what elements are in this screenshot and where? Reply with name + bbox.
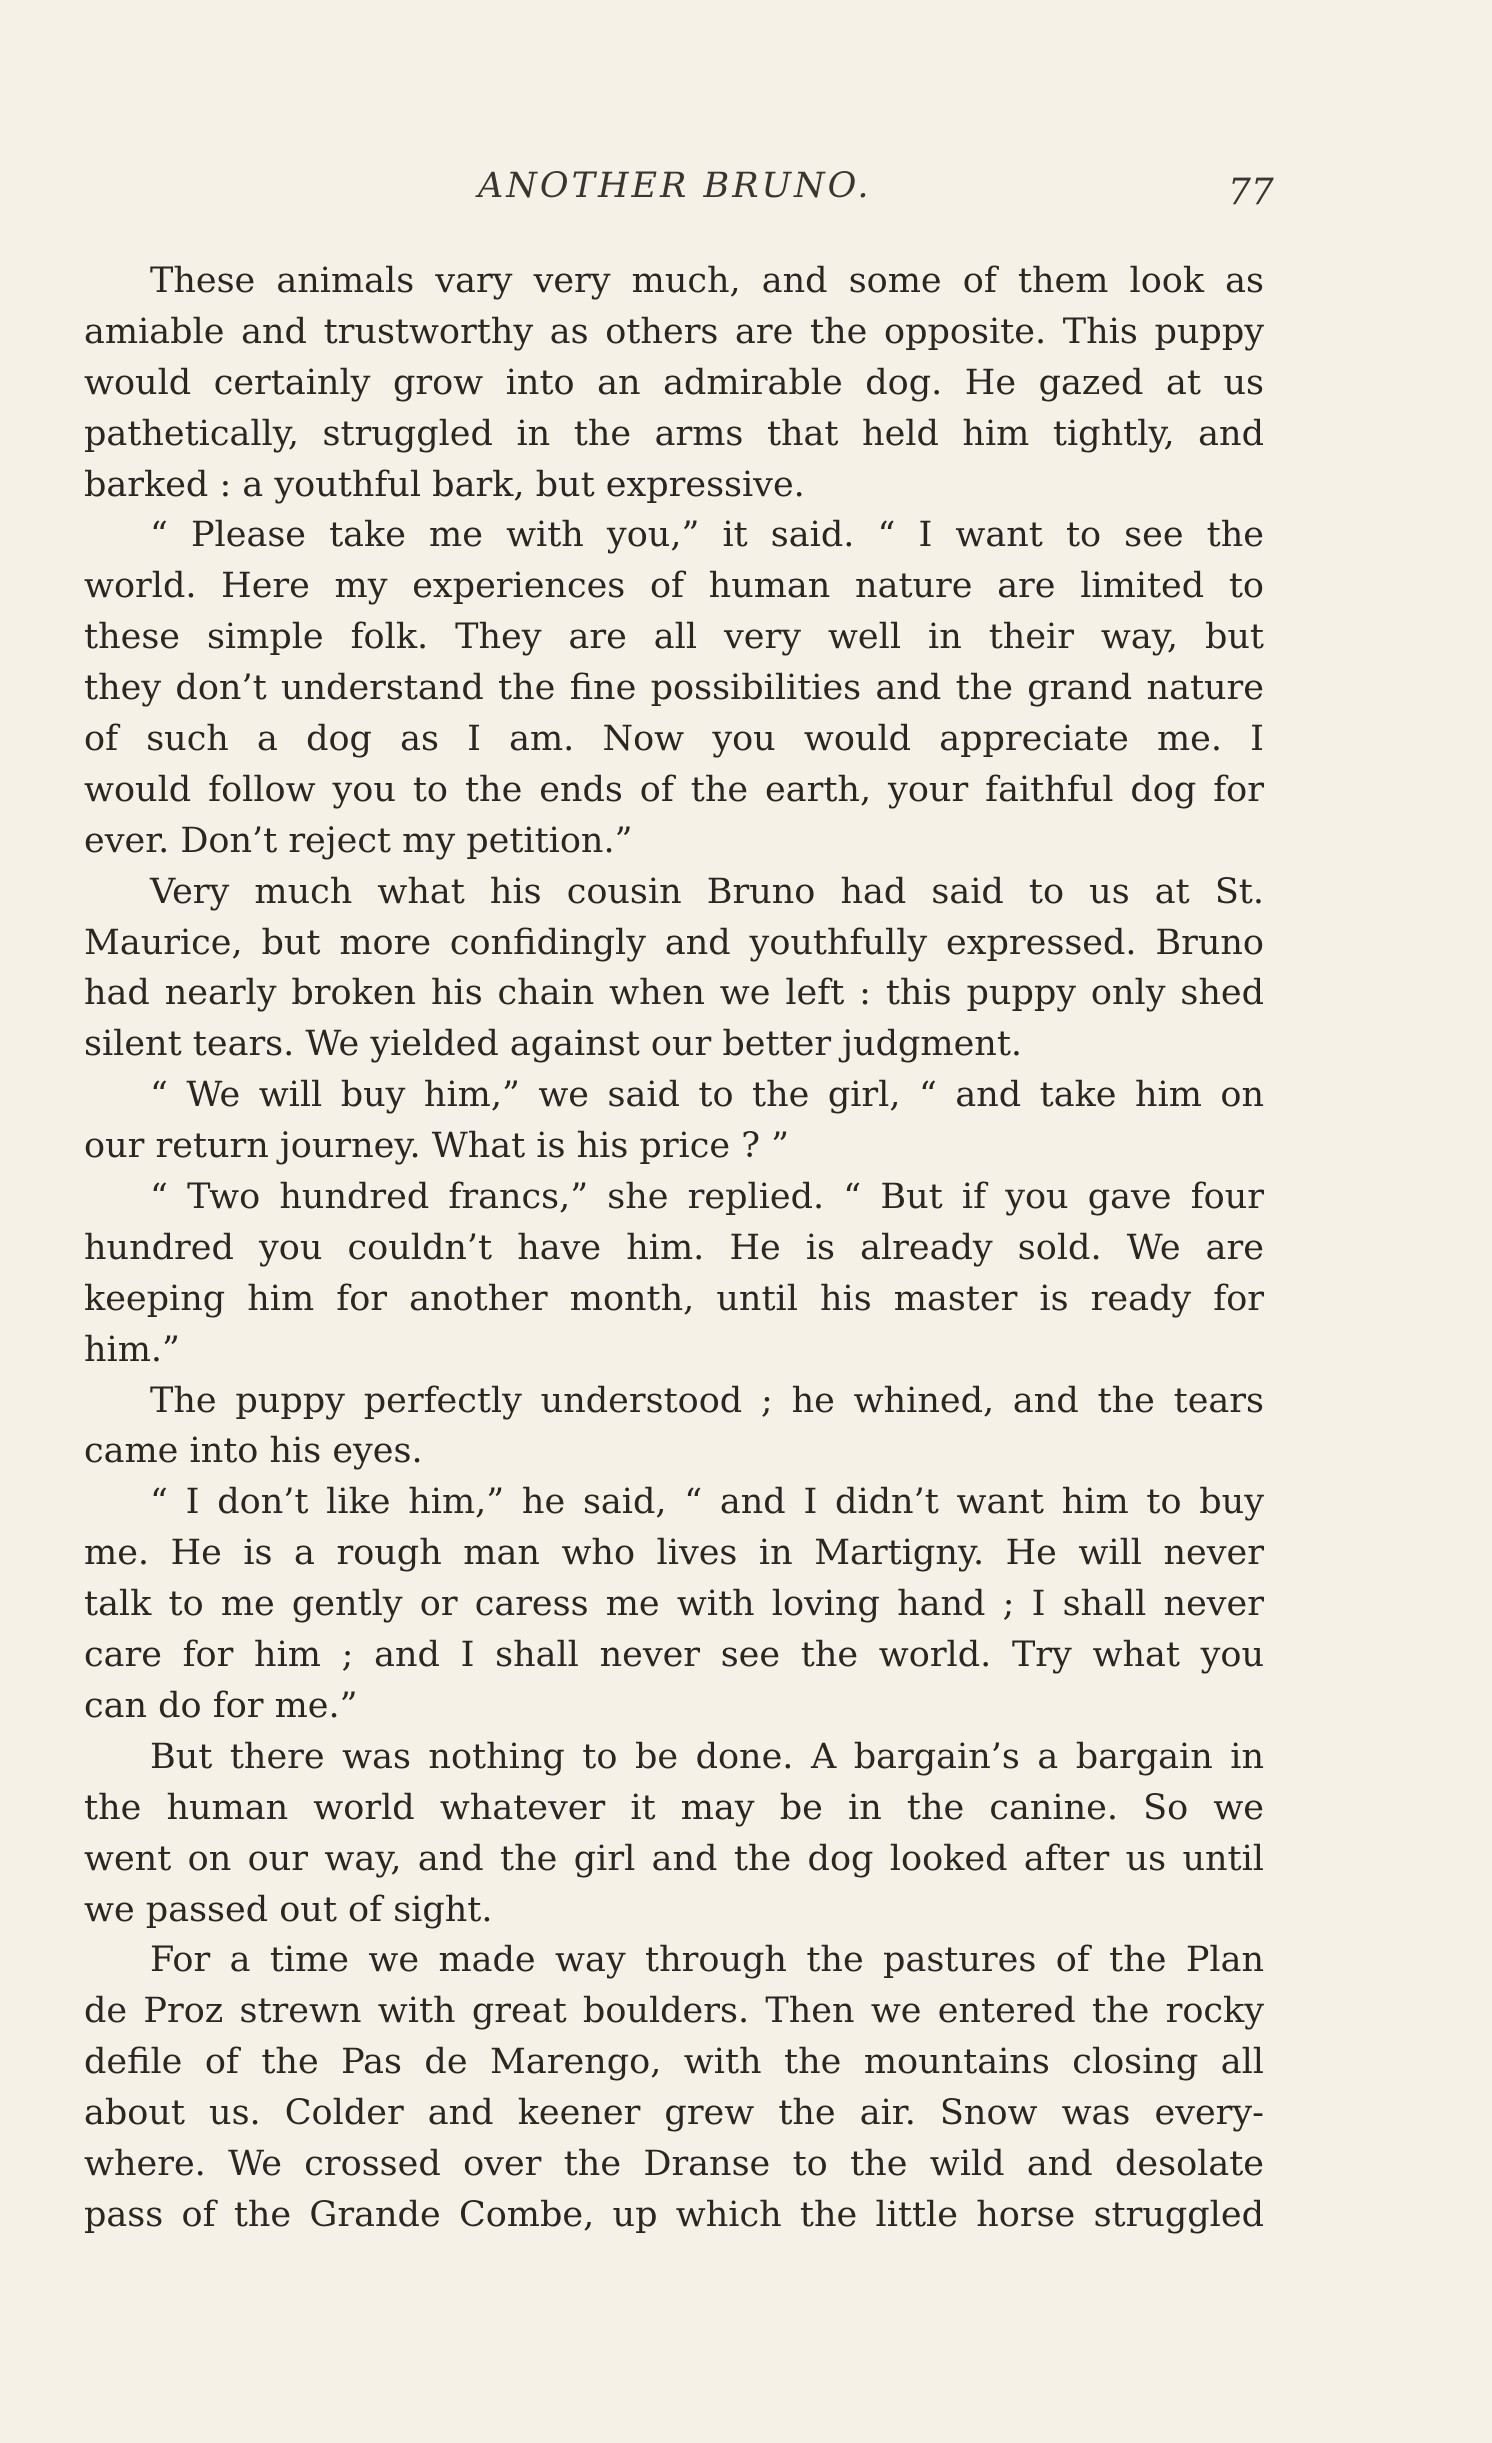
- text-line: we passed out of sight.: [84, 1889, 493, 1930]
- text-line: pathetically, struggled in the arms that held him tightly, and: [84, 413, 1264, 454]
- text-line: pass of the Grande Combe, up which the little horse struggled: [84, 2194, 1264, 2235]
- text-line: about us. Colder and keener grew the air. Snow was every-: [84, 2093, 1264, 2134]
- text-line: these simple folk. They are all very well in their way, but: [84, 617, 1264, 658]
- text-line: For a time we made way through the pastures of the Plan: [150, 1940, 1264, 1981]
- text-line: of such a dog as I am. Now you would appreciate me. I: [84, 719, 1264, 760]
- text-line: care for him ; and I shall never see the world. Try what you: [84, 1635, 1264, 1676]
- running-head: [0, 166, 1492, 216]
- text-line: “ We will buy him,” we said to the girl, “ and take him on: [150, 1075, 1264, 1116]
- text-line: Very much what his cousin Bruno had said to us at St.: [150, 871, 1264, 912]
- text-line: they don’t understand the fine possibilities and the grand nature: [84, 668, 1264, 709]
- text-line: The puppy perfectly understood ; he whined, and the tears: [150, 1380, 1264, 1421]
- text-line: would certainly grow into an admirable dog. He gazed at us: [84, 362, 1264, 403]
- text-line: barked : a youthful bark, but expressive.: [84, 464, 805, 505]
- text-line: de Proz strewn with great boulders. Then we entered the rocky: [84, 1991, 1264, 2032]
- text-line: silent tears. We yielded against our better judgment.: [84, 1024, 1023, 1065]
- text-line: where. We crossed over the Dranse to the wild and desolate: [84, 2143, 1264, 2184]
- text-line: “ I don’t like him,” he said, “ and I didn’t want him to buy: [150, 1482, 1264, 1523]
- text-line: Maurice, but more confidingly and youthfully expressed. Bruno: [84, 922, 1264, 963]
- text-line: But there was nothing to be done. A bargain’s a bargain in: [150, 1736, 1264, 1777]
- text-line: defile of the Pas de Marengo, with the mountains closing all: [84, 2042, 1264, 2083]
- text-line: went on our way, and the girl and the dog looked after us until: [84, 1838, 1264, 1879]
- text-line: keeping him for another month, until his master is ready for: [84, 1278, 1264, 1319]
- body-text: [84, 256, 1264, 2241]
- text-line: world. Here my experiences of human nature are limited to: [84, 566, 1264, 607]
- text-line: can do for me.”: [84, 1685, 358, 1726]
- text-line: had nearly broken his chain when we left : this puppy only shed: [84, 973, 1264, 1014]
- text-line: talk to me gently or caress me with loving hand ; I shall never: [84, 1584, 1264, 1625]
- text-line: amiable and trustworthy as others are the opposite. This puppy: [84, 311, 1264, 352]
- text-line: would follow you to the ends of the earth, your faithful dog for: [84, 769, 1264, 810]
- running-title: ANOTHER BRUNO.: [478, 166, 872, 206]
- text-line: hundred you couldn’t have him. He is already sold. We are: [84, 1227, 1264, 1268]
- text-line: “ Please take me with you,” it said. “ I want to see the: [150, 515, 1264, 556]
- text-line: ever. Don’t reject my petition.”: [84, 820, 633, 861]
- text-line: him.”: [84, 1329, 180, 1370]
- text-line: the human world whatever it may be in the canine. So we: [84, 1787, 1264, 1828]
- text-line: “ Two hundred francs,” she replied. “ But if you gave four: [150, 1177, 1264, 1218]
- page-number: 77: [1228, 172, 1274, 213]
- text-line: me. He is a rough man who lives in Martigny. He will never: [84, 1533, 1264, 1574]
- text-line: came into his eyes.: [84, 1431, 423, 1472]
- text-line: our return journey. What is his price ? ”: [84, 1126, 789, 1167]
- text-line: These animals vary very much, and some of them look as: [150, 261, 1264, 301]
